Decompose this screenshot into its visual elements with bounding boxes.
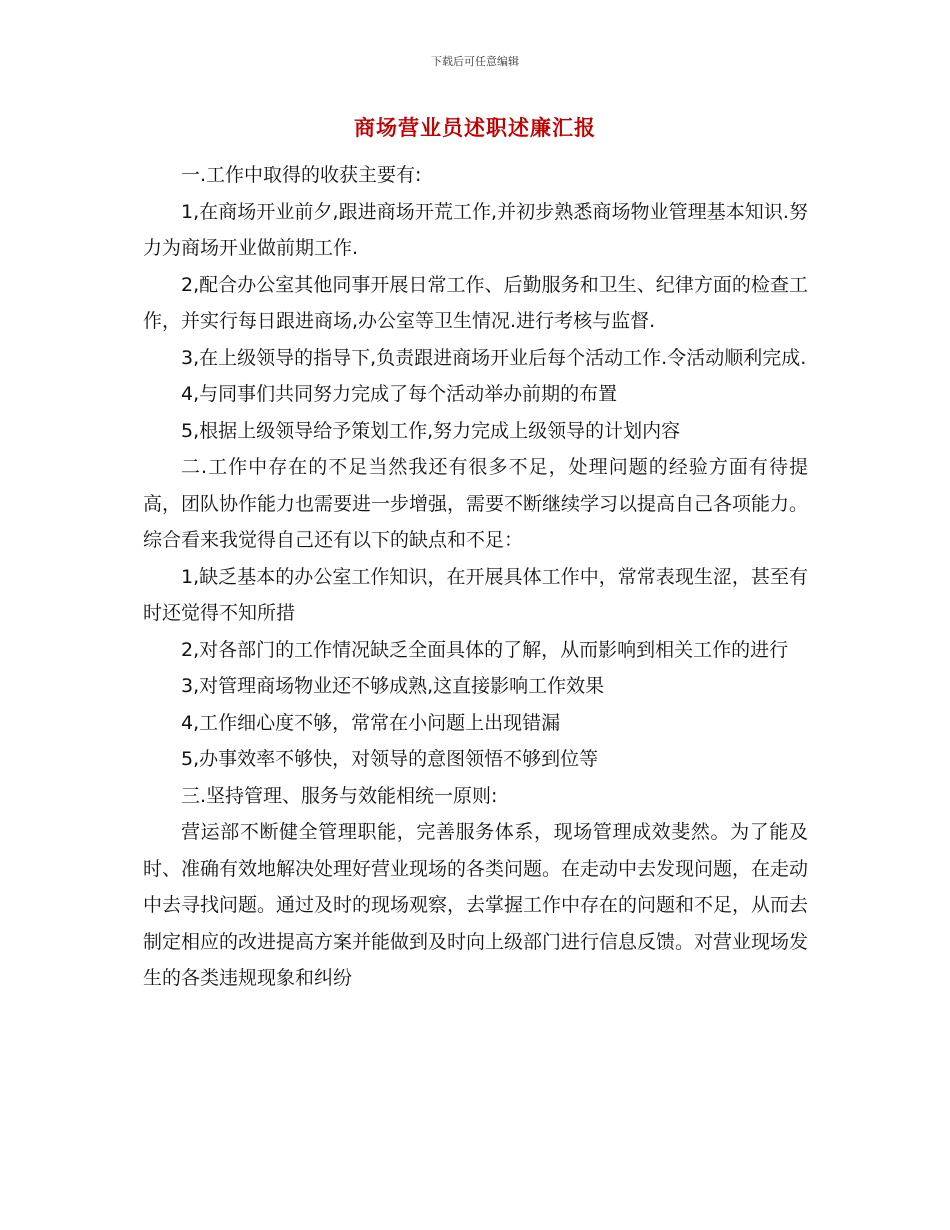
paragraph: 4,与同事们共同努力完成了每个活动举办前期的布置 [181,383,618,405]
document-title: 商场营业员述职述廉汇报 [354,116,596,140]
paragraph: 2,配合办公室其他同事开展日常工作、后勤服务和卫生、纪律方面的检查工作，并实行每日跟进商场,办公室等卫生情况.进行考核与监督. [143,273,808,332]
document-body [143,157,808,997]
paragraph: 三.坚持管理、服务与效能相统一原则: [181,784,498,807]
paragraph: 营运部不断健全管理职能，完善服务体系，现场管理成效斐然。为了能及时、准确有效地解决处理好营业现场的各类问题。在走动中去发现问题，在走动中去寻找问题。通过及时的现场观察，去掌握工作中存在的问题和不足，从而去制定相应的改进提高方案并能做到及时向上级部门进行信息反馈。对营业现场发生的各类违规现象和纠纷 [143,821,809,989]
paragraph: 3,在上级领导的指导下,负责跟进商场开业后每个活动工作.令活动顺利完成. [181,346,807,369]
paragraph: 3,对管理商场物业还不够成熟,这直接影响工作效果 [181,675,605,697]
page-header: 下载后可任意编辑 [431,55,519,68]
paragraph: 2,对各部门的工作情况缺乏全面具体的了解，从而影响到相关工作的进行 [181,638,789,661]
paragraph: 4,工作细心度不够，常常在小问题上出现错漏 [181,711,561,734]
paragraph: 5,办事效率不够快，对领导的意图领悟不够到位等 [181,748,599,770]
paragraph: 一.工作中取得的收获主要有: [181,164,422,186]
paragraph: 5,根据上级领导给予策划工作,努力完成上级领导的计划内容 [181,419,681,442]
paragraph: 1,缺乏基本的办公室工作知识，在开展具体工作中，常常表现生涩，甚至有时还觉得不知所措 [143,565,808,624]
paragraph: 1,在商场开业前夕,跟进商场开荒工作,并初步熟悉商场物业管理基本知识.努力为商场开业做前期工作. [143,200,808,259]
paragraph: 二.工作中存在的不足当然我还有很多不足，处理问题的经验方面有待提高，团队协作能力也需要进一步增强，需要不断继续学习以提高自己各项能力。综合看来我觉得自己还有以下的缺点和不足： [143,456,809,551]
